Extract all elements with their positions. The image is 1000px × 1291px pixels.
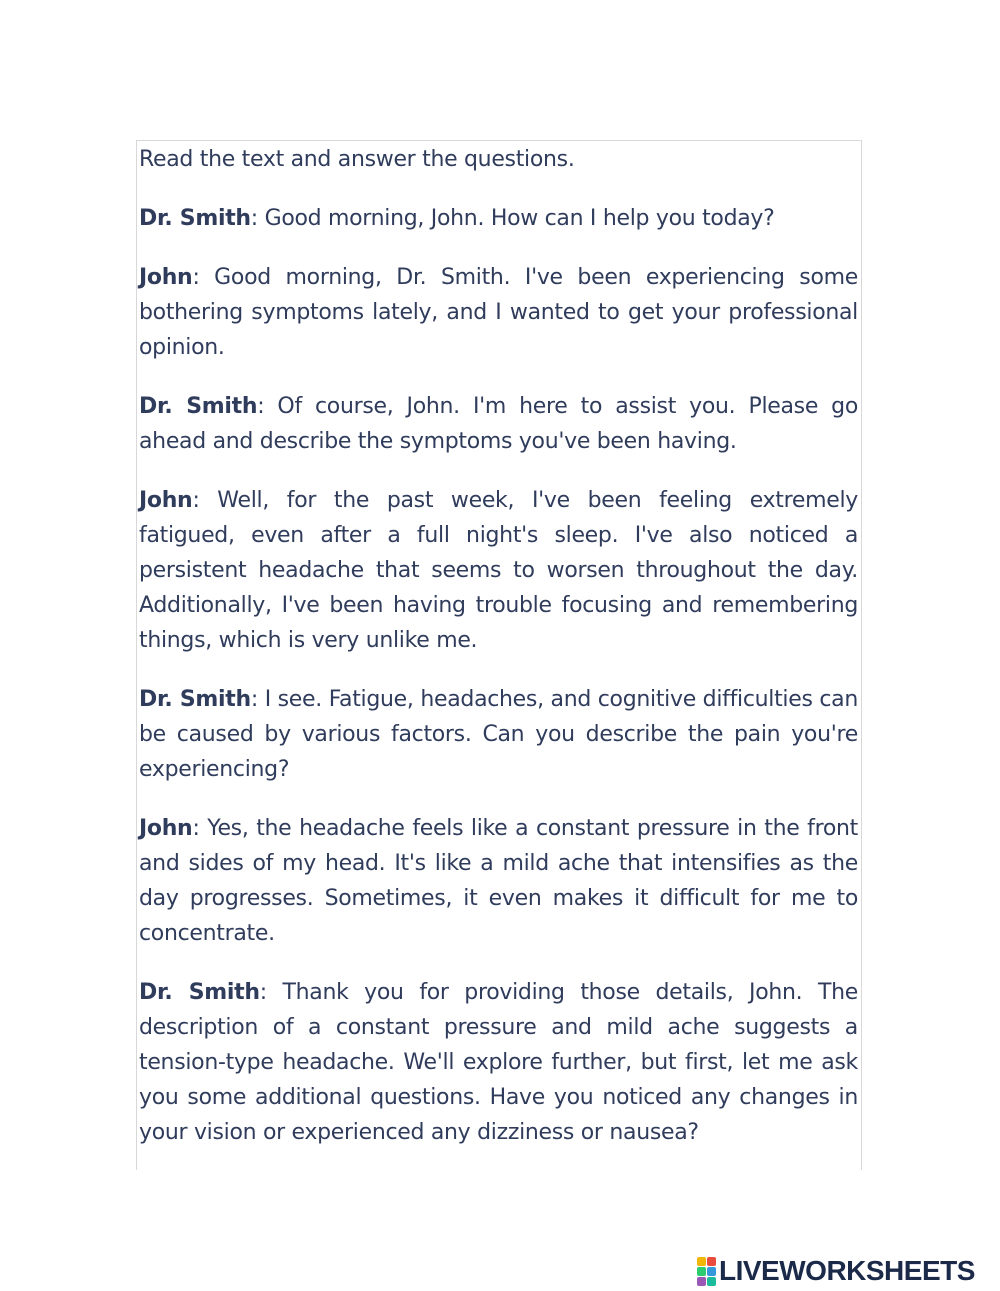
- dialogue-line: [139, 811, 858, 951]
- logo-block: [707, 1277, 716, 1286]
- dialogue-text: : Yes, the headache feels like a constant pressure in the front and sides of my head. It's like a mild ache that intensifies as the day progresses. Sometimes, it even makes it difficult for me to concentrate.: [139, 816, 858, 946]
- logo-text: LIVEWORKSHEETS: [719, 1255, 975, 1286]
- logo-block: [697, 1267, 706, 1276]
- dialogue-text: : Of course, John. I'm here to assist you. Please go ahead and describe the symptoms you've been having.: [139, 394, 859, 454]
- dialogue-line: [139, 260, 858, 365]
- speaker-name: Dr. Smith: [139, 980, 260, 1005]
- dialogue-text: : I see. Fatigue, headaches, and cognitive difficulties can be caused by various factors. Can you describe the pain you're experiencing?: [139, 687, 859, 782]
- speaker-name: Dr. Smith: [139, 206, 251, 231]
- dialogue-text: : Good morning, Dr. Smith. I've been experiencing some bothering symptoms lately, and I wanted to get your professional opinion.: [139, 265, 858, 360]
- dialogue-line: [139, 201, 858, 236]
- speaker-name: Dr. Smith: [139, 394, 258, 419]
- logo-block: [707, 1257, 716, 1266]
- instruction-text: Read the text and answer the questions.: [139, 147, 575, 172]
- speaker-name: John: [139, 816, 193, 841]
- speaker-name: Dr. Smith: [139, 687, 251, 712]
- logo-block: [697, 1277, 706, 1286]
- dialogue-line: [139, 389, 858, 459]
- speaker-name: John: [139, 265, 193, 290]
- speaker-name: John: [139, 488, 193, 513]
- reading-passage: [139, 142, 858, 1174]
- logo-block: [697, 1257, 706, 1266]
- dialogue-text: : Thank you for providing those details, John. The description of a constant pressure and mild ache suggests a tension-type headache. We'll explore further, but first, let me ask you some additional questions. Have you noticed any changes in your vision or experienced any dizziness or nausea?: [139, 980, 859, 1145]
- logo-block: [707, 1267, 716, 1276]
- dialogue-line: [139, 975, 858, 1150]
- logo-blocks-icon: [697, 1257, 716, 1286]
- dialogue-line: [139, 483, 858, 658]
- dialogue-text: : Good morning, John. How can I help you today?: [250, 206, 775, 231]
- dialogue-line: [139, 682, 858, 787]
- liveworksheets-logo[interactable]: [697, 1253, 975, 1289]
- dialogue-text: : Well, for the past week, I've been feeling extremely fatigued, even after a full night's sleep. I've also noticed a persistent headache that seems to worsen throughout the day. Additionally, I've been having trouble focusing and remembering things, which is very unlike me.: [139, 488, 858, 653]
